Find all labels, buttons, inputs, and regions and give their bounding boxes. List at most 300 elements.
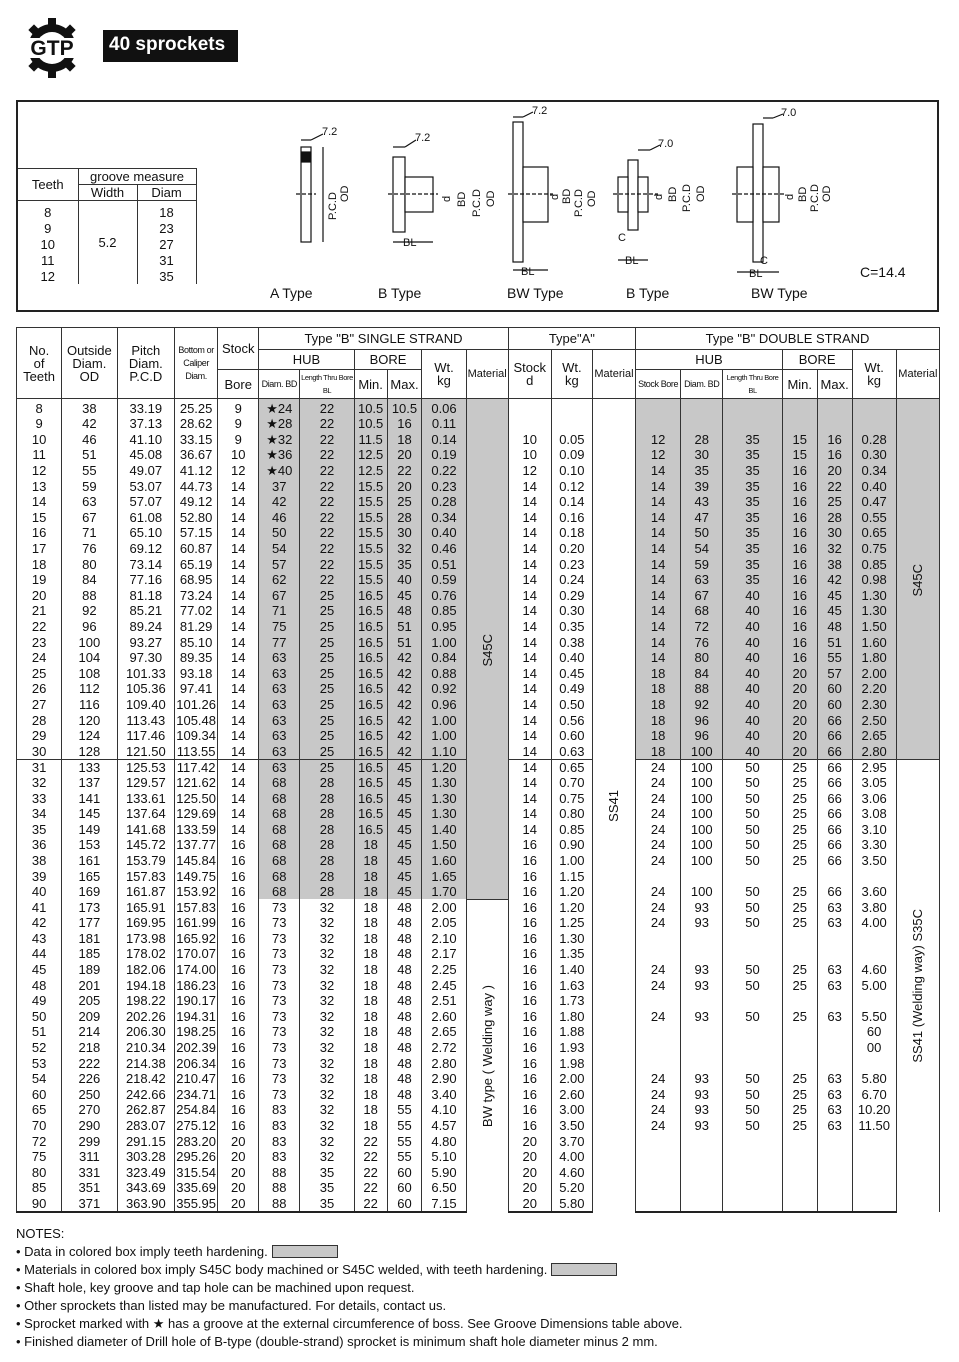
table-cell: 14 — [218, 681, 259, 697]
table-cell: 14 — [508, 806, 551, 822]
diam-cell: 23 — [137, 220, 196, 236]
table-cell: 1.50 — [422, 837, 466, 853]
table-cell: 40 — [723, 603, 783, 619]
table-cell: 88 — [62, 588, 117, 604]
table-cell — [782, 1180, 817, 1196]
table-cell: 262.87 — [117, 1102, 174, 1118]
table-cell: 4.00 — [852, 915, 896, 931]
table-cell: 182.06 — [117, 962, 174, 978]
table-cell — [782, 1133, 817, 1149]
table-cell: 59 — [681, 556, 723, 572]
table-cell: 77.16 — [117, 572, 174, 588]
table-cell: 1.30 — [852, 588, 896, 604]
table-cell: 26 — [17, 681, 62, 697]
table-cell: 14 — [218, 712, 259, 728]
max2-header: Max. — [817, 370, 852, 399]
table-cell: 15.5 — [354, 510, 387, 526]
table-cell: 51 — [387, 634, 422, 650]
svg-text:d: d — [549, 193, 561, 200]
table-cell — [681, 1024, 723, 1040]
table-cell: 50 — [259, 525, 300, 541]
table-cell — [681, 1149, 723, 1165]
table-cell: 0.84 — [422, 650, 466, 666]
table-cell: 22 — [300, 510, 354, 526]
table-cell: 2.50 — [852, 712, 896, 728]
table-cell: 14 — [508, 588, 551, 604]
table-cell: 14 — [636, 619, 681, 635]
table-cell — [723, 1133, 783, 1149]
single-strand-header: Type "B" SINGLE STRAND — [259, 328, 508, 350]
table-cell: 93.27 — [117, 634, 174, 650]
table-cell: 3.05 — [852, 775, 896, 791]
table-cell — [508, 399, 551, 417]
table-cell: 45 — [387, 790, 422, 806]
table-cell — [817, 416, 852, 432]
table-cell: 76 — [681, 634, 723, 650]
table-cell: 10 — [508, 447, 551, 463]
a-type-drawing — [296, 126, 351, 242]
table-cell: 52 — [17, 1040, 62, 1056]
table-cell: 62 — [259, 572, 300, 588]
table-cell: 40 — [723, 650, 783, 666]
table-cell: 68 — [259, 775, 300, 791]
table-cell: 24 — [636, 915, 681, 931]
table-cell: 45 — [387, 806, 422, 822]
table-cell: 14 — [508, 759, 551, 775]
table-cell: 100 — [681, 790, 723, 806]
table-cell: 16 — [218, 962, 259, 978]
table-cell: 45 — [817, 588, 852, 604]
table-cell: 49.12 — [175, 494, 218, 510]
table-cell: 133 — [62, 759, 117, 775]
table-cell: 14 — [636, 463, 681, 479]
table-cell: 40 — [723, 588, 783, 604]
table-cell: 331 — [62, 1165, 117, 1181]
table-cell: 42 — [387, 712, 422, 728]
table-cell: 363.90 — [117, 1196, 174, 1212]
table-cell: 50 — [723, 759, 783, 775]
sprocket-spec-table — [16, 327, 940, 1213]
table-cell: 2.00 — [852, 666, 896, 682]
svg-text:OD: OD — [485, 190, 497, 207]
table-cell: 65 — [17, 1102, 62, 1118]
table-cell: 109.40 — [117, 697, 174, 713]
table-cell: 66 — [817, 712, 852, 728]
diam-bd2-header: Diam. BD — [681, 370, 723, 399]
table-cell: 25 — [782, 1071, 817, 1087]
col-stock-header: Stock — [218, 328, 259, 370]
hub-header: HUB — [259, 350, 354, 370]
table-cell: 12 — [636, 447, 681, 463]
table-cell: 21 — [17, 603, 62, 619]
table-cell: 12 — [508, 463, 551, 479]
svg-text:P.C.D: P.C.D — [471, 189, 483, 217]
table-cell: 73.14 — [117, 556, 174, 572]
table-cell: 20 — [387, 447, 422, 463]
table-cell: 1.30 — [422, 806, 466, 822]
table-cell: 49 — [17, 993, 62, 1009]
table-cell: 2.00 — [422, 899, 466, 915]
table-cell: 35 — [723, 510, 783, 526]
b-type-label-2: B Type — [626, 285, 670, 301]
table-cell: 35 — [723, 463, 783, 479]
table-cell: 32 — [300, 1102, 354, 1118]
table-cell: 25 — [782, 853, 817, 869]
table-cell: 40 — [723, 681, 783, 697]
table-cell: 0.34 — [852, 463, 896, 479]
table-cell: 125.50 — [176, 790, 216, 806]
table-cell: 32 — [300, 1118, 354, 1134]
table-cell: 4.00 — [551, 1149, 592, 1165]
type-a-material — [592, 399, 635, 1212]
width-cell: 5.2 — [78, 201, 137, 285]
svg-text:7.2: 7.2 — [415, 132, 431, 144]
c-dimension-note: C=14.4 — [860, 264, 906, 280]
svg-text:BD: BD — [561, 188, 573, 204]
table-cell: 2.51 — [422, 993, 466, 1009]
table-cell: 14 — [636, 510, 681, 526]
table-cell: ★24 — [259, 399, 300, 417]
table-cell: 1.40 — [551, 962, 592, 978]
table-cell: 129.57 — [117, 775, 174, 791]
table-cell: 46 — [62, 432, 117, 448]
table-cell — [852, 1196, 896, 1212]
table-cell: 55 — [387, 1133, 422, 1149]
table-cell: 174.00 — [176, 962, 216, 978]
table-cell: 10 — [17, 432, 62, 448]
table-cell: 16 — [782, 634, 817, 650]
table-cell: 14 — [636, 603, 681, 619]
table-cell: 60 — [17, 1087, 62, 1103]
table-cell: 35 — [681, 463, 723, 479]
table-cell: 14 — [218, 541, 259, 557]
table-cell: 89.35 — [175, 650, 218, 666]
table-cell: 194.18 — [117, 977, 174, 993]
table-cell: 14 — [218, 743, 259, 759]
table-cell — [636, 931, 681, 947]
table-cell: 25 — [17, 666, 62, 682]
table-cell: 90 — [17, 1196, 62, 1212]
table-cell: 5.20 — [551, 1180, 592, 1196]
table-cell: 53 — [17, 1055, 62, 1071]
table-cell — [723, 416, 783, 432]
table-cell: 35 — [723, 478, 783, 494]
table-cell: 0.45 — [551, 666, 592, 682]
table-cell: 1.93 — [551, 1040, 592, 1056]
table-cell: 43 — [681, 494, 723, 510]
table-cell: 66 — [817, 775, 852, 791]
table-cell: 55 — [387, 1102, 422, 1118]
table-cell — [681, 1165, 723, 1181]
table-cell: 84 — [62, 572, 117, 588]
table-cell: 202.39 — [176, 1040, 216, 1056]
max-header: Max. — [387, 370, 422, 399]
table-cell: 38 — [62, 399, 117, 417]
svg-text:BL: BL — [749, 268, 763, 280]
table-cell: 1.80 — [852, 650, 896, 666]
table-cell: 22 — [354, 1165, 387, 1181]
table-cell: 17 — [17, 541, 62, 557]
table-cell: 11 — [17, 447, 62, 463]
table-cell: 39 — [681, 478, 723, 494]
table-cell: 63 — [817, 1087, 852, 1103]
table-cell: 1.73 — [551, 993, 592, 1009]
table-cell: 165 — [62, 868, 117, 884]
table-cell: 49.07 — [117, 463, 174, 479]
table-cell: 51 — [17, 1024, 62, 1040]
table-cell: 0.18 — [551, 525, 592, 541]
table-cell: ★36 — [259, 447, 300, 463]
table-cell: 0.20 — [551, 541, 592, 557]
table-cell: 185 — [62, 946, 117, 962]
table-cell: 24 — [636, 1087, 681, 1103]
table-cell: 25 — [782, 1009, 817, 1025]
table-cell: 35 — [723, 556, 783, 572]
table-cell: 73 — [259, 1040, 300, 1056]
table-cell: 96 — [62, 619, 117, 635]
table-cell: 35 — [17, 821, 62, 837]
table-cell: 32 — [300, 962, 354, 978]
teeth-cell: 10 — [18, 236, 78, 252]
table-cell: 16 — [508, 1024, 551, 1040]
table-cell: 48 — [387, 915, 422, 931]
table-cell: 8 — [17, 399, 62, 417]
table-cell: 18 — [354, 915, 387, 931]
table-cell: 18 — [636, 681, 681, 697]
table-cell: 11.50 — [852, 1118, 896, 1134]
table-cell: 22 — [354, 1133, 387, 1149]
table-cell: 10.20 — [852, 1102, 896, 1118]
table-cell: 0.28 — [852, 432, 896, 448]
table-cell: 25 — [782, 977, 817, 993]
note-item: • Data in colored box imply teeth hardening. — [16, 1243, 683, 1261]
table-cell: 14 — [218, 821, 259, 837]
table-cell: 120 — [62, 712, 117, 728]
table-cell: 2.60 — [551, 1087, 592, 1103]
diam-bd-header: Diam. BD — [259, 370, 300, 399]
table-cell: 1.00 — [551, 853, 592, 869]
table-cell: 28 — [300, 821, 354, 837]
table-cell: 14 — [218, 478, 259, 494]
table-cell: 20 — [508, 1149, 551, 1165]
table-cell: 55 — [387, 1149, 422, 1165]
table-cell: 54 — [681, 541, 723, 557]
table-cell: 14 — [508, 712, 551, 728]
table-cell: 0.96 — [422, 697, 466, 713]
table-cell: 25 — [782, 837, 817, 853]
table-cell: 38 — [817, 556, 852, 572]
table-cell: 299 — [62, 1133, 117, 1149]
table-cell: 137.77 — [176, 837, 216, 853]
table-cell: 0.75 — [852, 541, 896, 557]
table-cell: 14 — [508, 619, 551, 635]
table-cell: 63 — [681, 572, 723, 588]
table-cell: 32 — [300, 1149, 354, 1165]
table-cell: 0.92 — [422, 681, 466, 697]
table-cell: 16.5 — [354, 666, 387, 682]
table-cell: 275.12 — [176, 1118, 216, 1134]
table-cell: 16 — [218, 977, 259, 993]
table-cell — [817, 868, 852, 884]
table-cell: 12.5 — [354, 463, 387, 479]
svg-text:d: d — [653, 193, 665, 200]
table-cell: 0.11 — [422, 416, 466, 432]
table-cell: 14 — [218, 494, 259, 510]
table-cell: 63 — [817, 977, 852, 993]
table-cell: 226 — [62, 1071, 117, 1087]
table-cell: 0.22 — [422, 463, 466, 479]
table-cell: 54 — [17, 1071, 62, 1087]
table-cell: 5.90 — [422, 1165, 466, 1181]
table-cell: 50 — [723, 915, 783, 931]
table-cell: 48 — [817, 619, 852, 635]
table-cell: 22 — [17, 619, 62, 635]
table-cell — [852, 399, 896, 417]
table-cell: 20 — [782, 666, 817, 682]
table-cell: 19 — [17, 572, 62, 588]
table-cell: 25 — [300, 681, 354, 697]
table-cell: 16.5 — [354, 806, 387, 822]
table-cell — [817, 931, 852, 947]
table-cell: 24 — [636, 790, 681, 806]
table-cell: 20 — [218, 1149, 259, 1165]
table-cell: 14 — [636, 650, 681, 666]
table-cell: 15 — [782, 432, 817, 448]
table-cell: 165.92 — [176, 930, 216, 946]
table-cell: 14 — [218, 759, 259, 775]
table-cell: 45 — [387, 868, 422, 884]
table-cell: 16 — [218, 868, 259, 884]
table-cell: 53.07 — [117, 478, 174, 494]
table-cell: 93 — [681, 899, 723, 915]
table-cell: 20 — [782, 697, 817, 713]
table-cell: 65.19 — [175, 556, 218, 572]
table-cell: 14 — [508, 634, 551, 650]
table-cell: 16 — [508, 837, 551, 853]
table-cell: 25 — [782, 821, 817, 837]
table-cell: 22 — [300, 447, 354, 463]
table-cell: 61.08 — [117, 510, 174, 526]
svg-text:P.C.D: P.C.D — [809, 184, 821, 212]
table-cell: 16 — [508, 977, 551, 993]
table-cell: 16 — [218, 1024, 259, 1040]
table-cell: 0.05 — [551, 432, 592, 448]
table-cell: 210.47 — [176, 1071, 216, 1087]
table-cell: 295.26 — [176, 1149, 216, 1165]
table-cell: 32 — [300, 1071, 354, 1087]
table-cell: 77.02 — [175, 603, 218, 619]
table-cell: 12 — [636, 432, 681, 448]
table-cell: 100 — [62, 634, 117, 650]
table-cell: 0.35 — [551, 619, 592, 635]
table-cell: 22 — [300, 463, 354, 479]
table-cell: 0.55 — [852, 510, 896, 526]
table-cell: 0.40 — [551, 650, 592, 666]
table-cell — [817, 1133, 852, 1149]
table-cell — [782, 1040, 817, 1056]
table-cell: 42 — [387, 666, 422, 682]
table-cell: 14 — [218, 634, 259, 650]
table-cell: 66 — [817, 743, 852, 759]
table-cell: 14 — [218, 728, 259, 744]
table-cell — [817, 1055, 852, 1071]
table-cell: 2.65 — [422, 1024, 466, 1040]
table-cell: 16 — [782, 556, 817, 572]
table-cell: 97.30 — [117, 650, 174, 666]
table-cell: 77 — [259, 634, 300, 650]
table-cell — [723, 868, 783, 884]
table-cell: 9 — [218, 432, 259, 448]
table-cell — [852, 993, 896, 1009]
table-cell: 48 — [17, 977, 62, 993]
table-cell: 22 — [354, 1180, 387, 1196]
table-cell: 0.95 — [422, 619, 466, 635]
table-cell: 16 — [218, 993, 259, 1009]
table-cell: 16 — [218, 1102, 259, 1118]
table-cell: 2.60 — [422, 1009, 466, 1025]
table-cell: 14 — [636, 541, 681, 557]
table-cell: 5.80 — [852, 1071, 896, 1087]
table-cell: 189 — [62, 962, 117, 978]
table-cell: 22 — [300, 494, 354, 510]
svg-text:OD: OD — [586, 190, 598, 207]
table-cell: 0.56 — [551, 712, 592, 728]
table-cell: 18 — [354, 1087, 387, 1103]
table-cell: 145.72 — [117, 837, 174, 853]
material2-header: Material — [896, 350, 939, 399]
table-cell: 14 — [508, 681, 551, 697]
table-cell: 6.70 — [852, 1087, 896, 1103]
table-cell: 12 — [218, 463, 259, 479]
table-cell: 16.5 — [354, 697, 387, 713]
table-cell: 42 — [259, 494, 300, 510]
table-cell: ★28 — [259, 416, 300, 432]
table-cell: 16 — [218, 1055, 259, 1071]
table-cell: 16 — [218, 1040, 259, 1056]
table-cell: 0.24 — [551, 572, 592, 588]
table-cell: 133.59 — [176, 821, 216, 837]
table-cell: 22 — [300, 541, 354, 557]
table-cell: 14 — [218, 619, 259, 635]
table-cell: 96 — [681, 712, 723, 728]
table-cell: 198.22 — [117, 993, 174, 1009]
table-cell — [636, 1055, 681, 1071]
bw-type-drawing-1 — [508, 105, 598, 278]
table-cell: 15.5 — [354, 525, 387, 541]
table-cell: 28 — [300, 853, 354, 869]
table-cell: 351 — [62, 1180, 117, 1196]
table-cell: 128 — [62, 743, 117, 759]
table-cell: 14 — [218, 572, 259, 588]
single-material-s45c-label: S45C — [479, 633, 495, 667]
table-cell: 55 — [62, 463, 117, 479]
table-cell: 2.20 — [852, 681, 896, 697]
table-cell: 25 — [782, 790, 817, 806]
table-cell: 0.40 — [852, 478, 896, 494]
table-cell: 42 — [62, 416, 117, 432]
table-cell: 24 — [636, 962, 681, 978]
table-cell: 0.46 — [422, 541, 466, 557]
table-cell: 3.50 — [852, 853, 896, 869]
double-material-ss41-label: SS41 (Welding way) S35C — [910, 908, 926, 1063]
table-cell — [681, 1040, 723, 1056]
table-cell — [852, 946, 896, 962]
table-cell: 18 — [354, 931, 387, 947]
table-cell: 16.5 — [354, 743, 387, 759]
svg-text:BD: BD — [797, 186, 809, 202]
dim-72-a: 7.2 — [322, 126, 338, 138]
table-cell: 10 — [218, 447, 259, 463]
